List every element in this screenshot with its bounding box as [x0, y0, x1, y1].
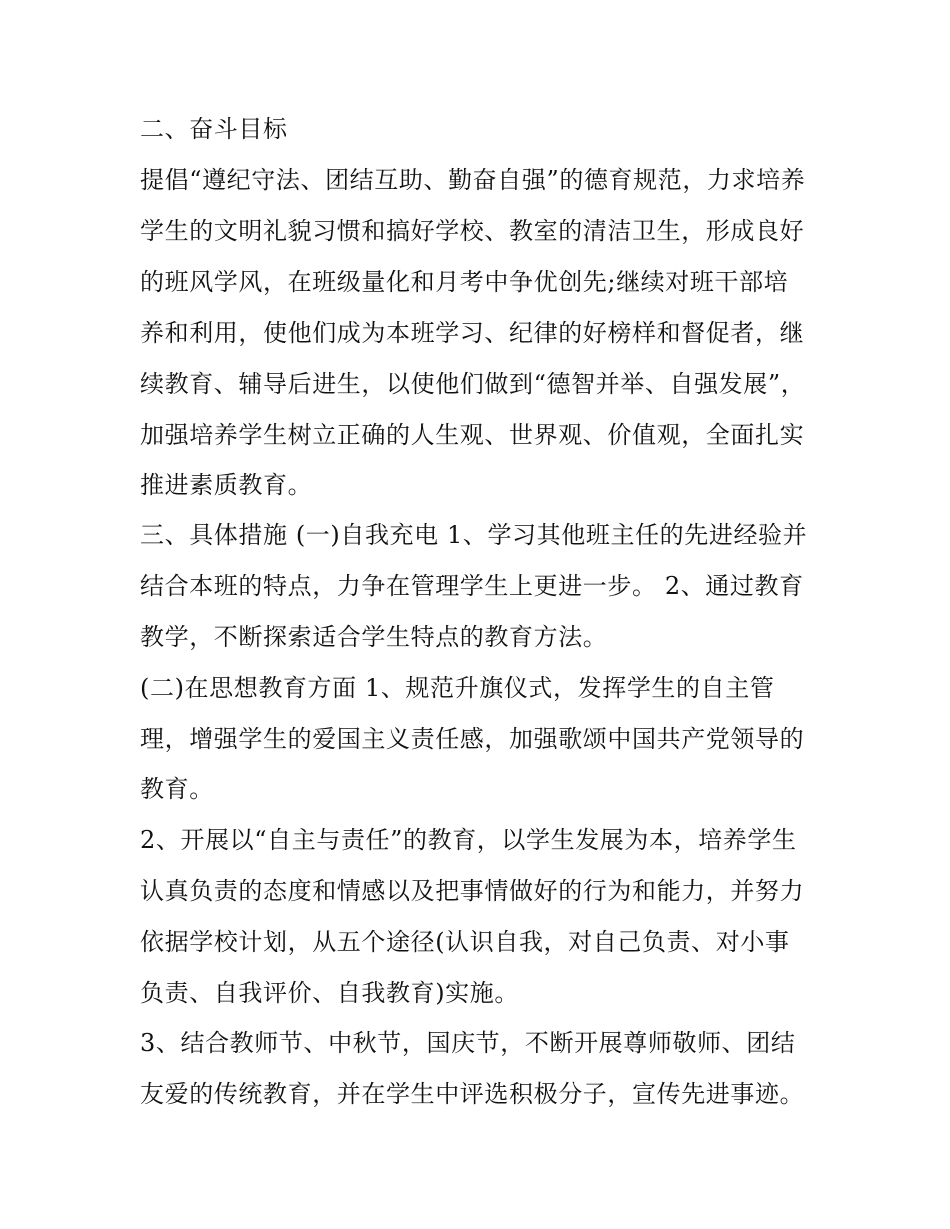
text-line: 学生的文明礼貌习惯和搞好学校、教室的清洁卫生，形成良好	[140, 217, 805, 245]
text-line: 3、结合教师节、中秋节，国庆节，不断开展尊师敬师、团结	[140, 1029, 796, 1057]
text-line: 推进素质教育。	[140, 471, 313, 499]
text-line: 理，增强学生的爱国主义责任感，加强歌颂中国共产党领导的	[140, 725, 805, 753]
text-line: (二)在思想教育方面 1、规范升旗仪式，发挥学生的自主管	[140, 674, 775, 702]
text-line: 2、开展以“自主与责任”的教育，以学生发展为本，培养学生	[140, 826, 797, 854]
text-line: 结合本班的特点，力争在管理学生上更进一步。 2、通过教育	[140, 572, 804, 600]
text-line: 教学，不断探索适合学生特点的教育方法。	[140, 623, 608, 651]
text-line: 养和利用，使他们成为本班学习、纪律的好榜样和督促者，继	[140, 319, 805, 347]
text-line: 提倡“遵纪守法、团结互助、勤奋自强”的德育规范，力求培养	[140, 166, 806, 194]
text-line: 认真负责的态度和情感以及把事情做好的行为和能力，并努力	[140, 877, 805, 905]
text-line: 加强培养学生树立正确的人生观、世界观、价值观，全面扎实	[140, 421, 805, 449]
section-heading-goals: 二、奋斗目标	[140, 115, 288, 143]
text-line: 负责、自我评价、自我教育)实施。	[140, 979, 519, 1007]
text-line: 教育。	[140, 775, 214, 803]
text-line: 依据学校计划，从五个途径(认识自我，对自己负责、对小事	[140, 928, 790, 956]
text-line: 续教育、辅导后进生，以使他们做到“德智并举、自强发展”，	[140, 370, 806, 398]
text-line: 的班风学风，在班级量化和月考中争优创先;继续对班干部培	[140, 268, 789, 296]
section-heading-measures: 三、具体措施 (一)自我充电 1、学习其他班主任的先进经验并	[140, 521, 808, 549]
text-line: 友爱的传统教育，并在学生中评选积极分子，宣传先进事迹。	[140, 1080, 805, 1108]
